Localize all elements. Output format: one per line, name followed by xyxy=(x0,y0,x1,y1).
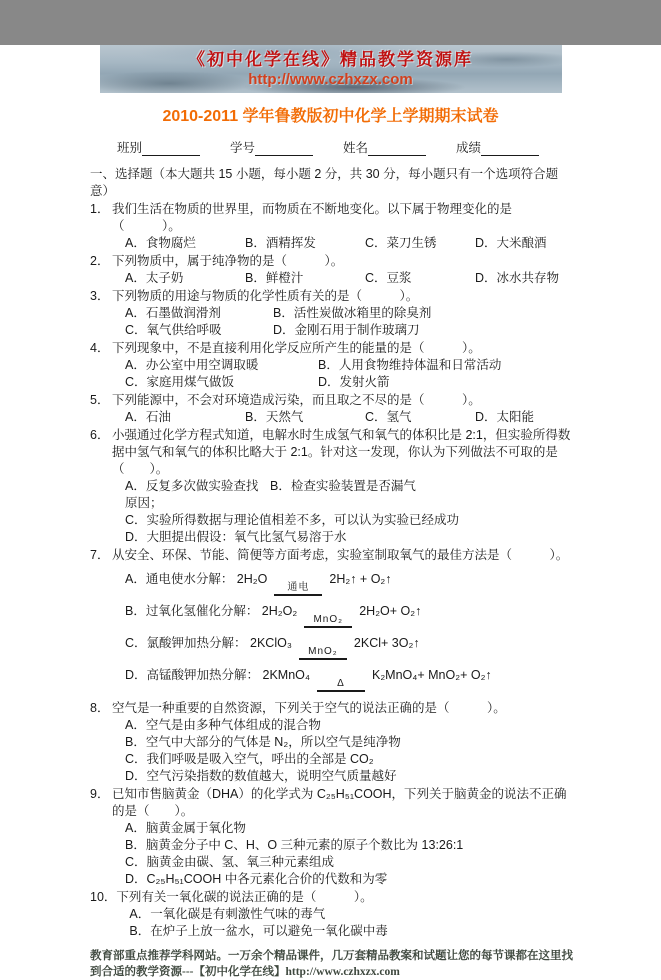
exam-paper-page xyxy=(0,45,661,980)
site-banner xyxy=(100,45,562,93)
question-7-option-a-lhs: A．通电使水分解： 2H₂O xyxy=(125,572,268,586)
question-10-stem: 下列有关一氧化碳的说法正确的是（ ）。 xyxy=(116,890,373,904)
question-4-stem: 下列现象中，不是直接利用化学反应所产生的能量的是（ ）。 xyxy=(112,341,481,355)
question-3-option-b: B．活性炭做冰箱里的除臭剂 xyxy=(273,306,432,320)
question-4-option-c: C．家庭用煤气做饭 xyxy=(125,375,235,389)
question-6-option-b: B．检查实验装置是否漏气 xyxy=(270,479,416,493)
question-7-option-a xyxy=(125,571,573,596)
question-4 xyxy=(90,340,573,391)
reaction-arrow-bar xyxy=(299,658,347,660)
question-3-stem: 下列物质的用途与物质的化学性质有关的是（ ）。 xyxy=(112,289,419,303)
question-7-number: 7． xyxy=(90,548,110,562)
question-2-number: 2． xyxy=(90,254,110,268)
question-2-option-d: D．冰水共存物 xyxy=(475,271,560,285)
question-9-option-c: C．脑黄金由碳、氢、氧三种元素组成 xyxy=(125,855,335,869)
question-6-stem: 小强通过化学方程式知道，电解水时生成氢气和氧气的体积比是 2:1，但实验所得数据中氢气和氧气的体积比略大于 2:1。针对这一发现，你认为下列做法不可取的是（ ）。 xyxy=(112,428,571,476)
reaction-arrow-catalyst xyxy=(304,614,352,628)
question-8-number: 8． xyxy=(90,701,110,715)
question-3-option-a: A．石墨做润滑剂 xyxy=(125,306,221,320)
exam-body xyxy=(0,138,661,940)
question-1-number: 1． xyxy=(90,202,110,216)
question-8-option-a: A．空气是由多种气体组成的混合物 xyxy=(125,718,321,732)
question-10-option-a: A．一氧化碳是有刺激性气味的毒气 xyxy=(129,907,326,921)
question-4-option-a: A．办公室中用空调取暖 xyxy=(125,358,259,372)
question-2-option-a: A．太子奶 xyxy=(125,271,184,285)
question-7-options xyxy=(112,571,573,692)
question-1-option-d: D．大米酿酒 xyxy=(475,236,547,250)
question-8 xyxy=(90,700,573,785)
field-class-label: 班别 xyxy=(117,141,143,155)
question-2-option-c: C．豆浆 xyxy=(365,271,412,285)
question-3-number: 3． xyxy=(90,289,110,303)
question-5-body xyxy=(112,392,573,426)
question-2-option-b: B．鲜橙汁 xyxy=(245,271,304,285)
question-7-option-b-lhs: B．过氧化氢催化分解： 2H₂O₂ xyxy=(125,604,298,618)
question-10-number: 10． xyxy=(90,890,117,904)
question-10-options xyxy=(116,906,573,940)
question-1-options xyxy=(112,235,573,252)
reaction-arrow-bar xyxy=(317,690,365,692)
field-student-no xyxy=(230,138,313,156)
question-7-option-d xyxy=(125,667,573,692)
question-1-option-b: B．酒精挥发 xyxy=(245,236,316,250)
exam-title: 2010-2011 学年鲁教版初中化学上学期期末试卷 xyxy=(162,108,499,125)
question-9-option-b: B．脑黄金分子中 C、H、O 三种元素的原子个数比为 13:26:1 xyxy=(125,838,464,852)
question-3-body xyxy=(112,288,573,339)
question-3-option-d: D．金刚石用于制作玻璃刀 xyxy=(273,323,420,337)
question-7-option-d-rhs: K₂MnO₄+ MnO₂+ O₂↑ xyxy=(371,668,492,682)
banner-site-name: 《初中化学在线》精品教学资源库 xyxy=(188,50,473,69)
question-5-options xyxy=(112,409,573,426)
question-8-body xyxy=(112,700,573,785)
question-7-option-b-rhs: 2H₂O+ O₂↑ xyxy=(359,604,422,618)
question-7-option-b xyxy=(125,603,573,628)
question-6 xyxy=(90,427,573,546)
field-class-blank xyxy=(142,142,200,156)
question-10-body xyxy=(116,889,573,940)
question-8-option-c: C．我们呼吸是吸入空气，呼出的全部是 CO₂ xyxy=(125,752,374,766)
question-2 xyxy=(90,253,573,287)
field-name-label: 姓名 xyxy=(343,141,369,155)
question-9-option-d: D．C₂₅H₅₁COOH 中各元素化合价的代数和为零 xyxy=(125,872,388,886)
question-7 xyxy=(90,547,573,699)
question-5-option-c: C．氢气 xyxy=(365,410,412,424)
field-score-blank xyxy=(481,142,539,156)
field-student-no-blank xyxy=(255,142,313,156)
question-2-body xyxy=(112,253,573,287)
question-1-body xyxy=(112,201,573,252)
question-8-stem: 空气是一种重要的自然资源，下列关于空气的说法正确的是（ ）。 xyxy=(112,701,506,715)
question-3-option-c: C．氧气供给呼吸 xyxy=(125,323,222,337)
reaction-arrow-bar xyxy=(304,626,352,628)
reaction-condition: 通电 xyxy=(287,582,310,593)
field-class xyxy=(117,138,200,156)
question-5 xyxy=(90,392,573,426)
question-7-option-c-lhs: C．氯酸钾加热分解： 2KClO₃ xyxy=(125,636,292,650)
question-7-option-a-rhs: 2H₂↑ + O₂↑ xyxy=(329,572,392,586)
field-student-no-label: 学号 xyxy=(230,141,256,155)
question-2-options xyxy=(112,270,573,287)
question-9-option-a: A．脑黄金属于氧化物 xyxy=(125,821,246,835)
reaction-condition: MnO₂ xyxy=(308,646,338,657)
question-1-stem: 我们生活在物质的世界里，而物质在不断地变化。以下属于物理变化的是（ ）。 xyxy=(112,202,513,233)
question-4-number: 4． xyxy=(90,341,110,355)
question-9-options xyxy=(112,820,573,888)
question-5-option-b: B．天然气 xyxy=(245,410,304,424)
question-6-body xyxy=(112,427,573,546)
question-5-option-a: A．石油 xyxy=(125,410,171,424)
question-4-option-d: D．发射火箭 xyxy=(318,375,390,389)
reaction-condition: MnO₂ xyxy=(313,614,343,625)
question-7-stem: 从安全、环保、节能、简便等方面考虑，实验室制取氧气的最佳方法是（ ）。 xyxy=(112,548,569,562)
question-6-option-a: A．反复多次做实验查找原因； xyxy=(125,479,259,510)
question-7-option-c xyxy=(125,635,573,660)
question-3 xyxy=(90,288,573,339)
question-7-body xyxy=(112,547,573,699)
field-name xyxy=(343,138,426,156)
question-5-option-d: D．太阳能 xyxy=(475,410,535,424)
question-9-body xyxy=(112,786,573,888)
field-score-label: 成绩 xyxy=(456,141,482,155)
question-3-options xyxy=(112,305,573,339)
question-6-option-d: D．大胆提出假设：氧气比氢气易溶于水 xyxy=(125,530,347,544)
question-1 xyxy=(90,201,573,252)
question-10 xyxy=(90,889,573,940)
section-header: 一、选择题（本大题共 15 小题，每小题 2 分，共 30 分，每小题只有一个选项符合题意） xyxy=(90,167,559,198)
question-9-number: 9． xyxy=(90,787,110,801)
reaction-arrow-heat xyxy=(317,678,365,692)
question-7-option-d-lhs: D．高锰酸钾加热分解： 2KMnO₄ xyxy=(125,668,310,682)
question-2-stem: 下列物质中，属于纯净物的是（ ）。 xyxy=(112,254,344,268)
student-info-row xyxy=(90,138,573,156)
question-4-options xyxy=(112,357,573,391)
question-6-options-row-1 xyxy=(125,478,573,512)
question-5-number: 5． xyxy=(90,393,110,407)
question-6-option-c: C．实验所得数据与理论值相差不多，可以认为实验已经成功 xyxy=(125,513,460,527)
question-1-option-c: C．菜刀生锈 xyxy=(365,236,437,250)
question-1-option-a: A．食物腐烂 xyxy=(125,236,196,250)
field-name-blank xyxy=(368,142,426,156)
question-9-stem: 已知市售脑黄金（DHA）的化学式为 C₂₅H₅₁COOH，下列关于脑黄金的说法不正确的是（ ）。 xyxy=(112,787,567,818)
question-8-option-d: D．空气污染指数的数值越大，说明空气质量越好 xyxy=(125,769,397,783)
question-10-option-b: B．在炉子上放一盆水，可以避免一氧化碳中毒 xyxy=(129,924,388,938)
reaction-arrow-catalyst xyxy=(299,646,347,660)
banner-site-url: http://www.czhxzx.com xyxy=(248,71,413,88)
question-6-options xyxy=(112,478,573,546)
page-footer: 教育部重点推荐学科网站。一万余个精品课件，几万套精品教案和试题让您的每节课都在这里找到合适的教学资源---【初中化学在线】http://www.czhxzx.com xyxy=(90,950,573,978)
question-4-option-b: B．人用食物维持体温和日常活动 xyxy=(318,358,502,372)
question-9 xyxy=(90,786,573,888)
question-8-options xyxy=(112,717,573,785)
question-6-number: 6． xyxy=(90,428,110,442)
field-score xyxy=(456,138,539,156)
question-4-body xyxy=(112,340,573,391)
question-5-stem: 下列能源中，不会对环境造成污染，而且取之不尽的是（ ）。 xyxy=(112,393,481,407)
reaction-arrow-bar xyxy=(274,594,322,596)
question-7-option-c-rhs: 2KCl+ 3O₂↑ xyxy=(353,636,420,650)
question-8-option-b: B．空气中大部分的气体是 N₂，所以空气是纯净物 xyxy=(125,735,401,749)
reaction-arrow-electrolysis xyxy=(274,582,322,596)
reaction-condition-delta: Δ xyxy=(337,678,345,689)
